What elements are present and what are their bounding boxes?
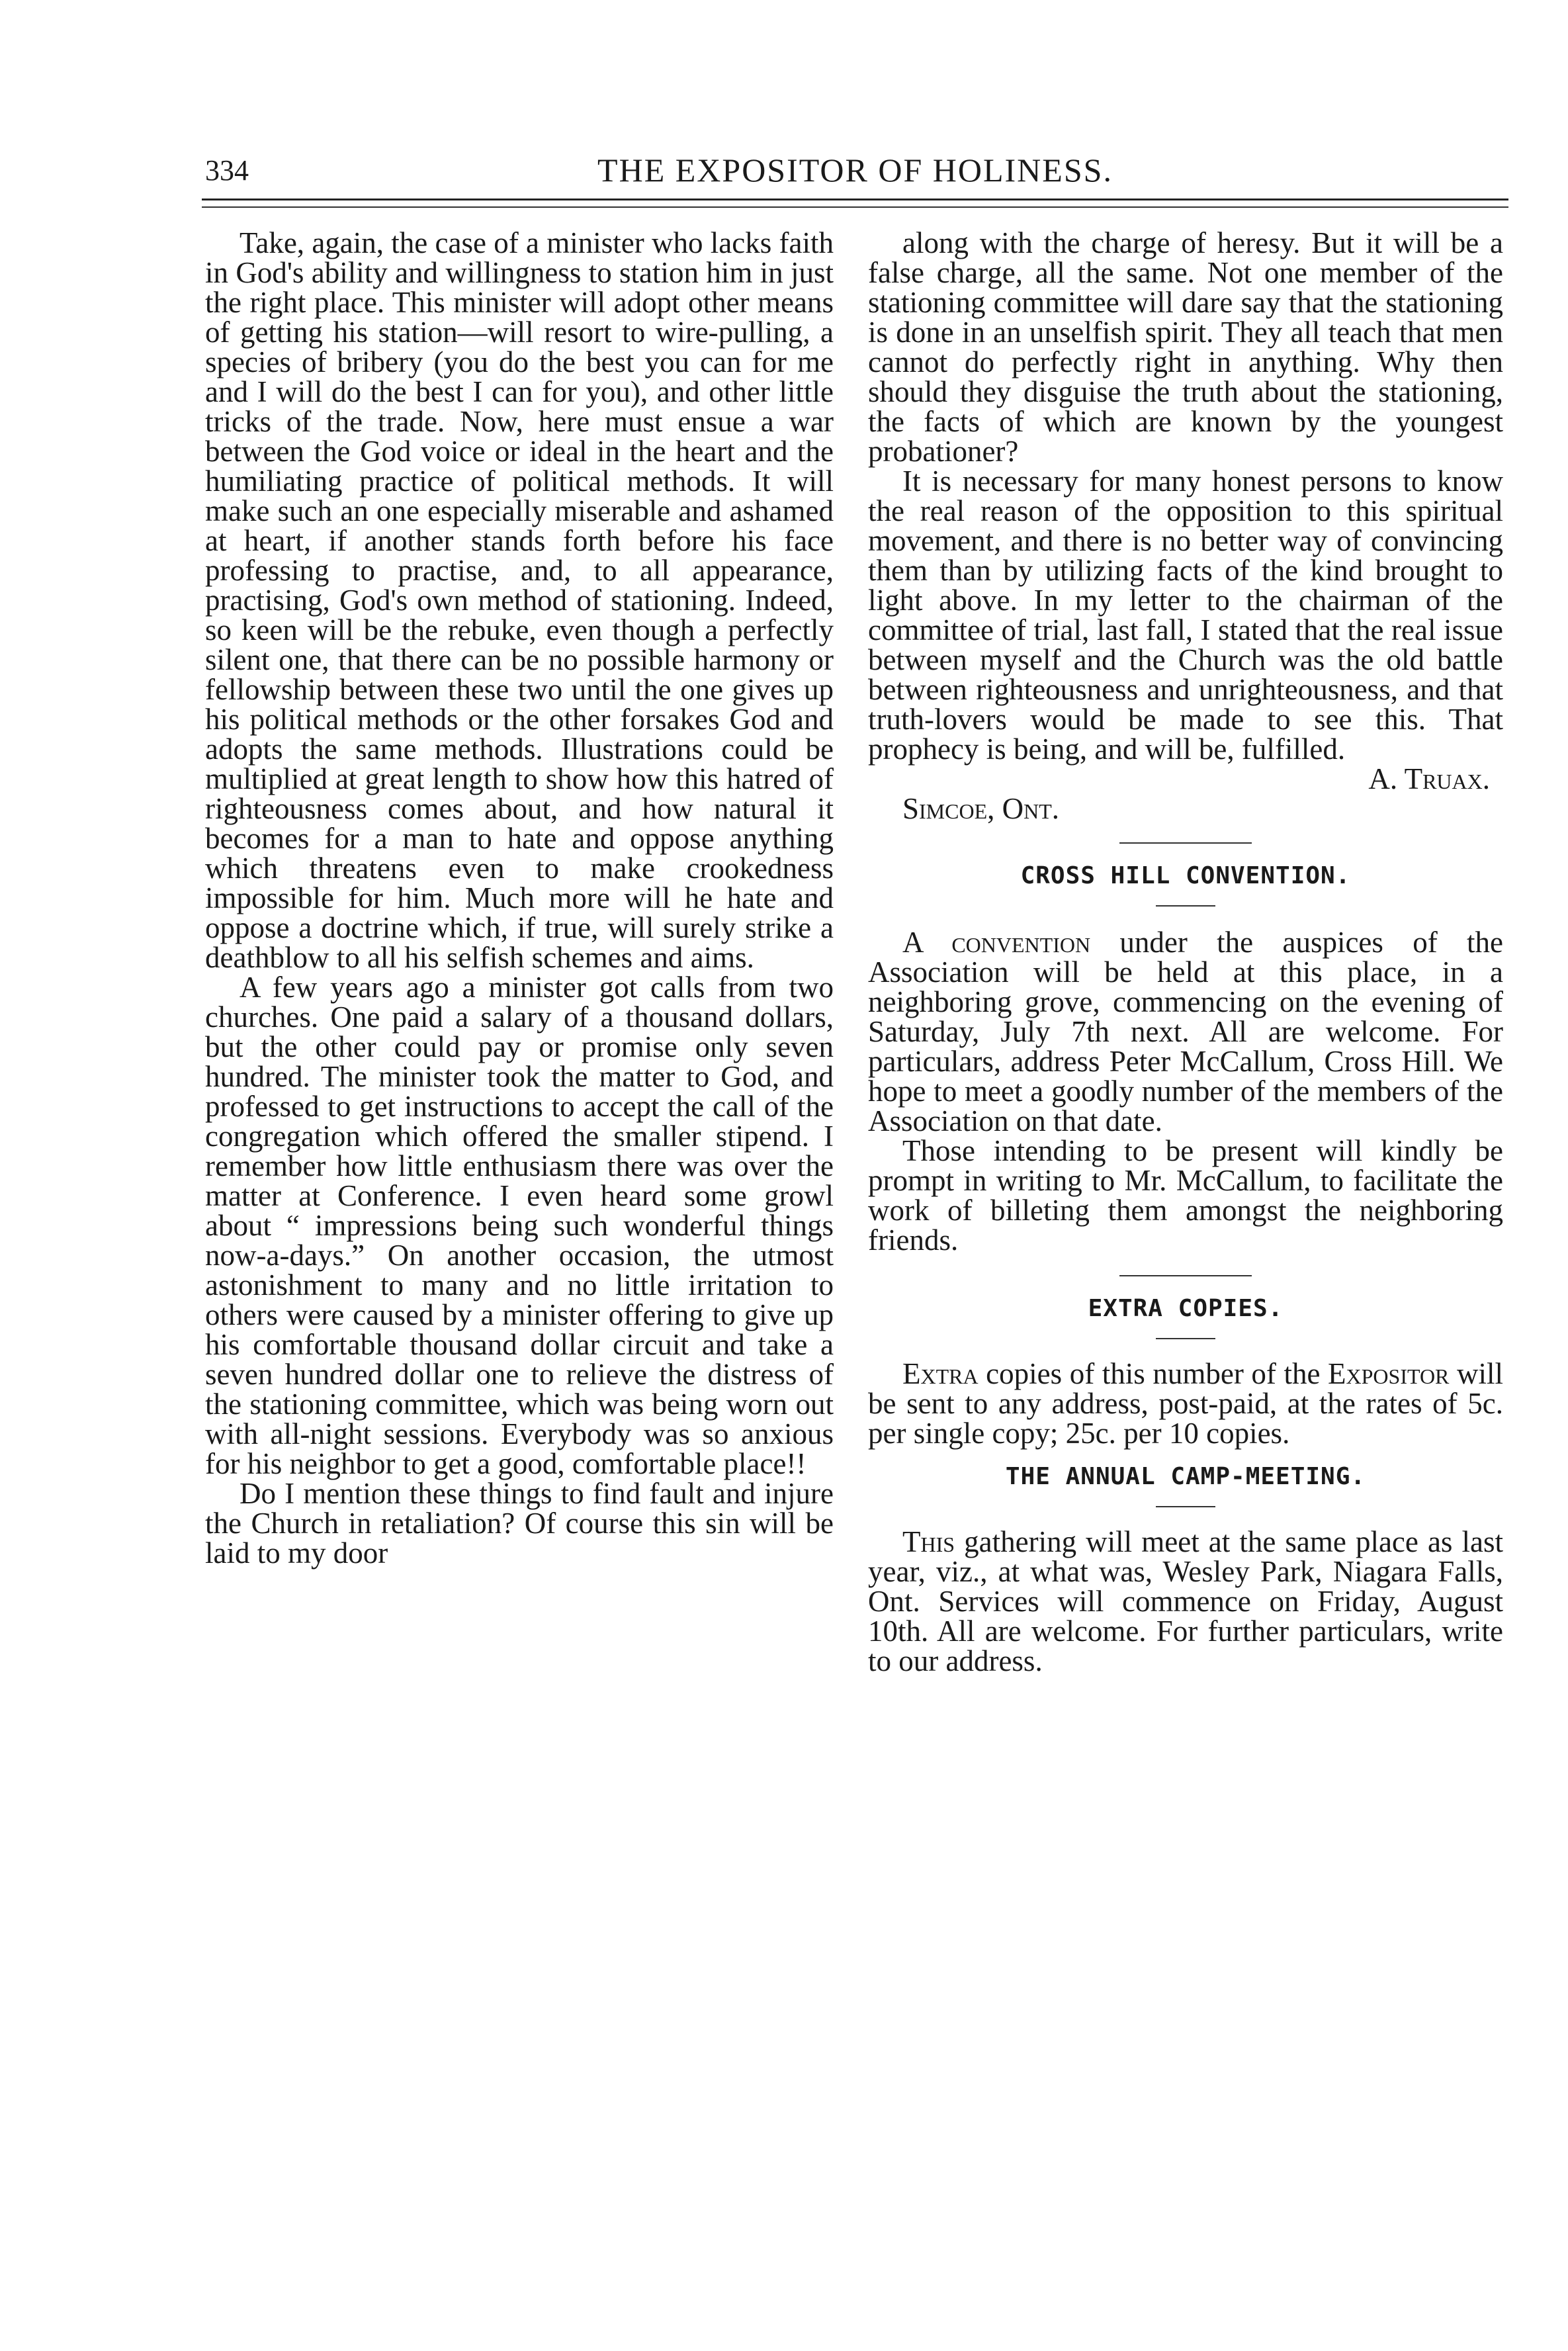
right-paragraph-1: along with the charge of heresy. But it will be a false charge, all the same. Not one member of the stationing committee will dare say that the stationing is done in an unselfish spirit. They all teach that men cannot do perfectly right in anything. Why then should they disguise the truth about the stationing, the facts of which are known by the youngest probationer? [868,226,1503,468]
left-paragraph-3: Do I mention these things to find fault and injure the Church in retaliation? Of course this sin will be laid to my door [205,1477,834,1570]
left-column [205,228,834,1568]
right-column [868,228,1503,1676]
extra-lead: Extra [902,1357,979,1390]
extra-copies-paragraph [868,1359,1503,1448]
header-rule-secondary [202,206,1508,208]
heading-annual-camp-meeting: THE ANNUAL CAMP-MEETING. [1005,1463,1366,1490]
camp-lead: This [902,1525,955,1558]
author-place: Simcoe, Ont. [902,792,1060,825]
convention-text: under the auspices of the Association will be held at this place, in a neighboring grove, commencing on the evening of Saturday, July 7th next. All are welcome. For particulars, address Peter McCallum, Cross Hill. We hope to meet a goodly number of the members of the Association on that date. [868,926,1504,1137]
convention-paragraph-1 [868,928,1503,1136]
extra-rest: will be sent to any address, post-paid, at the rates of 5c. per single copy; 25c. per 10 copies. [868,1357,1503,1450]
heading-cross-hill-convention: CROSS HILL CONVENTION. [1020,862,1351,889]
left-paragraph-2: A few years ago a minister got calls from two churches. One paid a salary of a thousand dollars, but the other could pay or promise only seven hundred. The minister took the matter to God, and professed to get instructions to accept the call of the congregation which offered the smaller stipend. I remember how little enthusiasm there was over the matter at Conference. I even heard some growl about “ impressions being such wonderful things now-a-days.” On another occasion, the utmost astonishment to many and no little irritation to others were caused by a minister offering to give up his comfortable thousand dollar circuit and take a seven hundred dollar one to relieve the distress of the stationing committee, which was being worn out with all-night sessions. Everybody was so anxious for his neighbor to get a good, comfortable place!! [205,971,834,1480]
running-title: THE EXPOSITOR OF HOLINESS. [597,152,1113,189]
heading-extra-copies: EXTRA COPIES. [1088,1295,1284,1322]
header-rule [202,199,1508,200]
extra-expositor: Expositor [1328,1357,1450,1390]
author-signature: A. Truax. [1368,762,1490,795]
left-paragraph-1: Take, again, the case of a minister who lacks faith in God's ability and willingness to station him in just the right place. This minister will adopt other means of getting his station—will resort to wire-pulling, a species of bribery (you do the best you can for me and I will do the best I can for you), and other little tricks of the trade. Now, here must ensue a war between the God voice or ideal in the heart and the humiliating practice of political methods. It will make such an one especially miserable and ashamed at heart, if another stands forth before his face professing to practise, and, to all appearance, practising, God's own method of stationing. Indeed, so keen will be the rebuke, even though a perfectly silent one, that there can be no possible harmony or fellowship between these two until the one gives up his political methods or the other forsakes God and adopts the same methods. Illustrations could be multiplied at great length to show how this hatred of righteousness comes about, and how natural it becomes for a man to hate and oppose anything which threatens even to make crookedness impossible for him. Much more will he hate and oppose a doctrine which, if true, will surely strike a deathblow to all his selfish schemes and aims. [205,226,834,974]
extra-mid: copies of this number of the [978,1357,1328,1390]
page-header [205,151,1505,197]
camp-meeting-paragraph [868,1527,1503,1676]
convention-lead: A convention [902,926,1091,959]
camp-text: gathering will meet at the same place as last year, viz., at what was, Wesley Park, Niagara Falls, Ont. Services will commence on Friday, August 10th. All are welcome. For further particulars, write to our address. [868,1525,1503,1677]
right-paragraph-2: It is necessary for many honest persons to know the real reason of the opposition to this spiritual movement, and there is no better way of convincing them than by utilizing facts of the kind brought to light above. In my letter to the chairman of the committee of trial, last fall, I stated that the real issue between myself and the Church was the old battle between righteousness and unrighteousness, and that truth-lovers would be made to see this. That prophecy is being, and will be, fulfilled. [868,465,1503,766]
convention-paragraph-2: Those intending to be present will kindly be prompt in writing to Mr. McCallum, to facilitate the work of billeting them amongst the neighboring friends. [868,1134,1503,1257]
page-number: 334 [205,154,249,187]
